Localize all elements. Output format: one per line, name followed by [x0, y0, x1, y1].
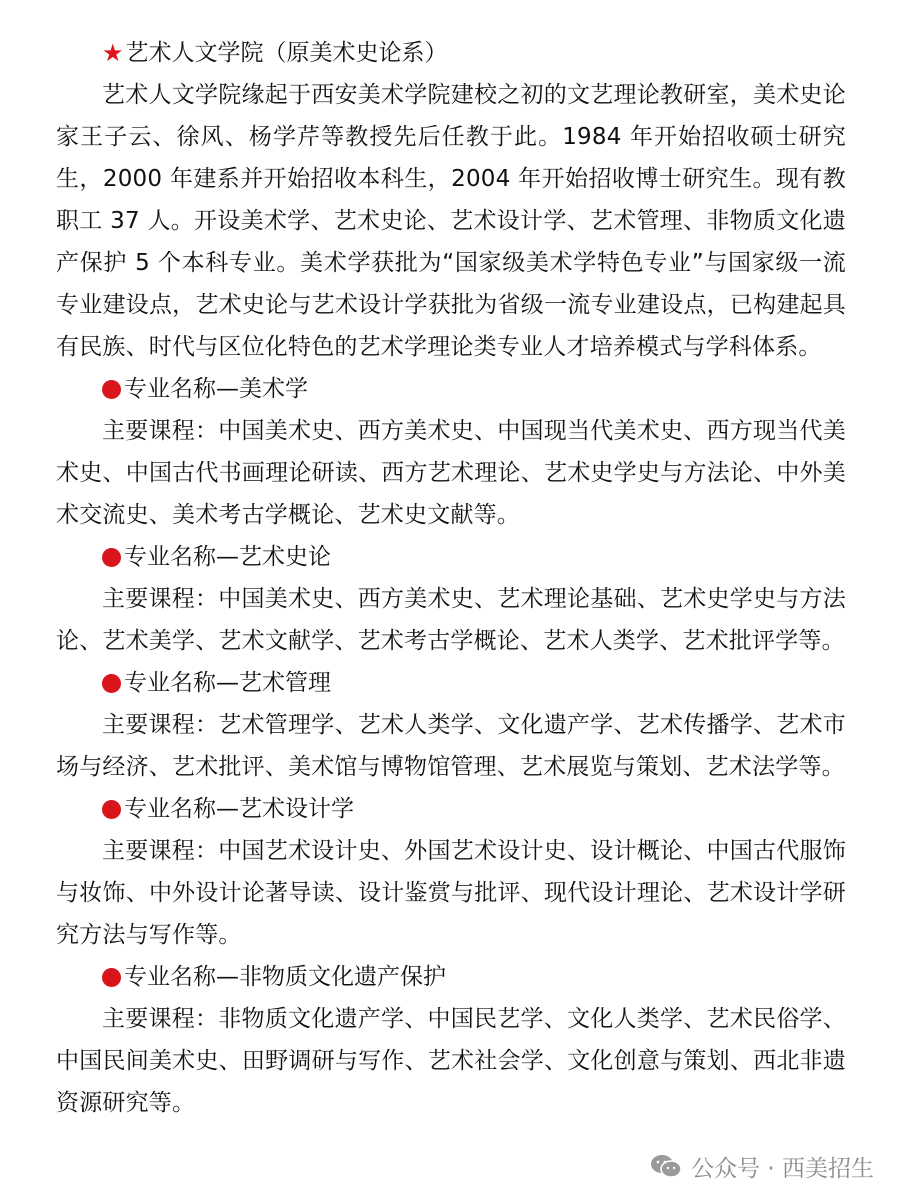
major-courses: 主要课程：中国艺术设计史、外国艺术设计史、设计概论、中国古代服饰与妆饰、中外设计论著导读、设计鉴赏与批评、现代设计理论、艺术设计学研究方法与写作等。 — [56, 838, 846, 948]
document-page — [56, 32, 846, 1124]
watermark — [649, 1148, 874, 1184]
major-name: 专业名称—艺术设计学 — [124, 796, 354, 822]
major-heading — [56, 788, 846, 830]
major-item — [56, 536, 846, 662]
watermark-text: 公众号 · 西美招生 — [691, 1155, 874, 1182]
major-name: 专业名称—非物质文化遗产保护 — [124, 964, 446, 990]
major-list — [56, 368, 846, 1124]
bullet-dot-icon — [102, 968, 121, 987]
wechat-icon — [649, 1153, 683, 1179]
major-heading — [56, 368, 846, 410]
bullet-dot-icon — [102, 548, 121, 567]
bullet-dot-icon — [102, 380, 121, 399]
major-courses: 主要课程：中国美术史、西方美术史、中国现当代美术史、西方现当代美术史、中国古代书画理论研读、西方艺术理论、艺术史学史与方法论、中外美术交流史、美术考古学概论、艺术史文献等。 — [56, 418, 846, 528]
major-heading — [56, 536, 846, 578]
bullet-dot-icon — [102, 674, 121, 693]
major-courses: 主要课程：非物质文化遗产学、中国民艺学、文化人类学、艺术民俗学、中国民间美术史、田野调研与写作、艺术社会学、文化创意与策划、西北非遗资源研究等。 — [56, 1006, 846, 1116]
section-heading — [56, 32, 846, 74]
major-item — [56, 788, 846, 956]
major-heading — [56, 956, 846, 998]
intro-paragraph: 艺术人文学院缘起于西安美术学院建校之初的文艺理论教研室，美术史论家王子云、徐风、杨学芹等教授先后任教于此。1984 年开始招收硕士研究生，2000 年建系并开始招收本科生，2004 年开始招收博士研究生。现有教职工 37 人。开设美术学、艺术史论、艺术设计学、艺术管理、非物质文化遗产保护 5 个本科专业。美术学获批为“国家级美术学特色专业”与国家级一流专业建设点，艺术史论与艺术设计学获批为省级一流专业建设点，已构建起具有民族、时代与区位化特色的艺术学理论类专业人才培养模式与学科体系。 — [56, 82, 846, 360]
section-heading-text: 艺术人文学院（原美术史论系） — [125, 40, 448, 66]
major-courses: 主要课程：中国美术史、西方美术史、艺术理论基础、艺术史学史与方法论、艺术美学、艺术文献学、艺术考古学概论、艺术人类学、艺术批评学等。 — [56, 586, 846, 654]
major-name: 专业名称—艺术管理 — [124, 670, 331, 696]
major-heading — [56, 662, 846, 704]
major-name: 专业名称—美术学 — [124, 376, 308, 402]
major-name: 专业名称—艺术史论 — [124, 544, 331, 570]
major-item — [56, 368, 846, 536]
major-item — [56, 662, 846, 788]
major-courses: 主要课程：艺术管理学、艺术人类学、文化遗产学、艺术传播学、艺术市场与经济、艺术批评、美术馆与博物馆管理、艺术展览与策划、艺术法学等。 — [56, 712, 846, 780]
star-icon: ★ — [102, 39, 124, 67]
major-item — [56, 956, 846, 1124]
bullet-dot-icon — [102, 800, 121, 819]
